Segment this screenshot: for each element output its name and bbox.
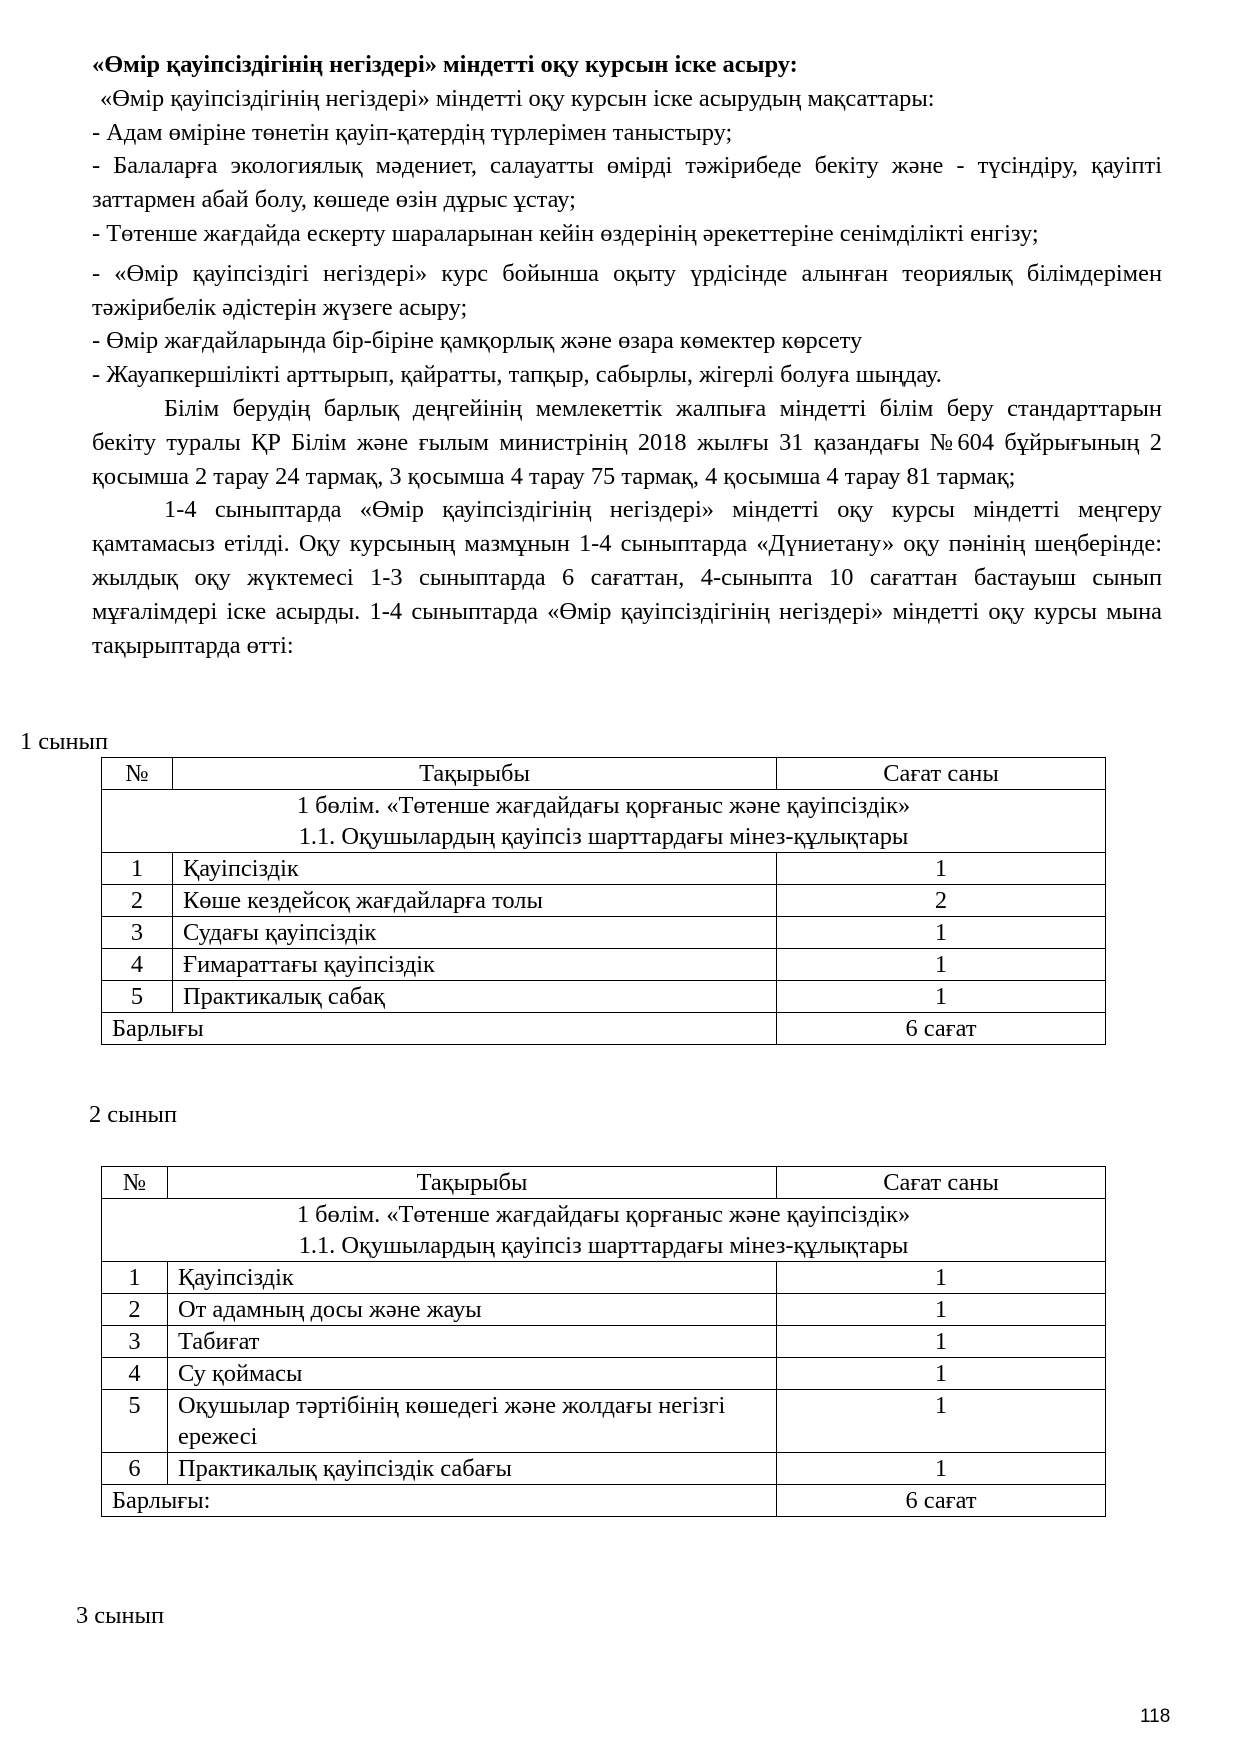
section-heading-line1: 1 бөлім. «Төтенше жағдайдағы қорғаныс және қауіпсіздік» <box>296 1201 911 1228</box>
row-number: 5 <box>102 1390 168 1453</box>
section-heading <box>102 790 1106 853</box>
row-number: 3 <box>102 1326 168 1358</box>
section-title: «Өмір қауіпсіздігінің негіздері» міндетті оқу курсын іске асыру: <box>92 51 798 78</box>
row-number: 2 <box>102 885 173 917</box>
section-heading <box>102 1199 1106 1262</box>
total-label: Барлығы: <box>102 1485 777 1517</box>
row-hours: 1 <box>777 1453 1106 1485</box>
table-row <box>102 1326 1106 1358</box>
header-hours: Сағат саны <box>777 758 1106 790</box>
row-hours: 1 <box>777 949 1106 981</box>
row-topic: Су қоймасы <box>168 1358 777 1390</box>
row-number: 6 <box>102 1453 168 1485</box>
row-hours: 1 <box>777 853 1106 885</box>
paragraph-goal-3: - Төтенше жағдайда ескерту шараларынан кейін өздерінің әрекеттеріне сенімділікті енгізу; <box>92 219 1039 247</box>
row-topic: От адамның досы және жауы <box>168 1294 777 1326</box>
row-topic: Оқушылар тәртібінің көшедегі және жолдағы негізгі ережесі <box>168 1390 777 1453</box>
row-topic: Практикалық сабақ <box>173 981 777 1013</box>
row-number: 4 <box>102 1358 168 1390</box>
section-heading-line2: 1.1. Оқушылардың қауіпсіз шарттардағы мінез-құлықтары <box>298 823 909 850</box>
table-row <box>102 1453 1106 1485</box>
header-number: № <box>102 758 173 790</box>
table-header-row <box>102 1167 1106 1199</box>
page-number: 118 <box>1140 1706 1171 1727</box>
total-row <box>102 1013 1106 1045</box>
row-topic: Судағы қауіпсіздік <box>173 917 777 949</box>
row-topic: Көше кездейсоқ жағдайларға толы <box>173 885 777 917</box>
row-hours: 1 <box>777 1358 1106 1390</box>
row-number: 4 <box>102 949 173 981</box>
table-row <box>102 1262 1106 1294</box>
table-row <box>102 1358 1106 1390</box>
paragraph-goal-1: - Адам өміріне төнетін қауіп-қатердің түрлерімен таныстыру; <box>92 118 733 146</box>
paragraph-goal-4: - «Өмір қауіпсіздігі негіздері» курс бойынша оқыту үрдісінде алынған теориялық білімдерімен тәжірибелік әдістерін жүзеге асыру; <box>92 259 1162 321</box>
table-row <box>102 1390 1106 1453</box>
paragraph-goal-5: - Өмір жағдайларында бір-біріне қамқорлық және өзара көмектер көрсету <box>92 327 863 355</box>
row-hours: 1 <box>777 1262 1106 1294</box>
table-row <box>102 1294 1106 1326</box>
body-text <box>92 48 1162 662</box>
header-hours: Сағат саны <box>777 1167 1106 1199</box>
section-row <box>102 1199 1106 1262</box>
table-row <box>102 981 1106 1013</box>
grade3-label: 3 сынып <box>76 1602 164 1629</box>
row-topic: Қауіпсіздік <box>173 853 777 885</box>
header-number: № <box>102 1167 168 1199</box>
table-row <box>102 917 1106 949</box>
row-number: 2 <box>102 1294 168 1326</box>
grade2-label: 2 сынып <box>89 1101 177 1128</box>
section-heading-line1: 1 бөлім. «Төтенше жағдайдағы қорғаныс және қауіпсіздік» <box>296 792 911 819</box>
table-row <box>102 949 1106 981</box>
row-hours: 1 <box>777 981 1106 1013</box>
paragraph-course: 1-4 сыныптарда «Өмір қауіпсіздігінің негіздері» міндетті оқу курсы міндетті меңгеру қамтамасыз етілді. Оқу курсының мазмұнын 1-4 сыныптарда «Дүниетану» оқу пәнінің шеңберінде: жылдық оқу жүктемесі 1-3 сыныптарда 6 сағаттан, 4-сыныпта 10 сағаттан бастауыш сынып мұғалімдері іске асырды. 1-4 сыныптарда «Өмір қауіпсіздігінің негіздері» міндетті оқу курсы мына тақырыптарда өтті: <box>92 496 1162 659</box>
row-hours: 1 <box>777 1326 1106 1358</box>
header-topic: Тақырыбы <box>168 1167 777 1199</box>
row-number: 3 <box>102 917 173 949</box>
row-number: 1 <box>102 853 173 885</box>
table-row <box>102 853 1106 885</box>
table-header-row <box>102 758 1106 790</box>
row-number: 5 <box>102 981 173 1013</box>
row-hours: 1 <box>777 1294 1106 1326</box>
total-label: Барлығы <box>102 1013 777 1045</box>
grade2-table <box>101 1166 1106 1517</box>
row-hours: 2 <box>777 885 1106 917</box>
total-value: 6 сағат <box>777 1485 1106 1517</box>
row-topic: Қауіпсіздік <box>168 1262 777 1294</box>
paragraph-standards: Білім берудің барлық деңгейінің мемлекеттік жалпыға міндетті білім беру стандарттарын бекіту туралы ҚР Білім және ғылым министрінің 2018 жылғы 31 қазандағы №604 бұйрығының 2 қосымша 2 тарау 24 тармақ, 3 қосымша 4 тарау 75 тармақ, 4 қосымша 4 тарау 81 тармақ; <box>92 394 1162 490</box>
section-row <box>102 790 1106 853</box>
section-heading-line2: 1.1. Оқушылардың қауіпсіз шарттардағы мінез-құлықтары <box>298 1232 909 1259</box>
row-topic: Практикалық қауіпсіздік сабағы <box>168 1453 777 1485</box>
total-value: 6 сағат <box>777 1013 1106 1045</box>
grade1-label: 1 сынып <box>20 728 108 755</box>
total-row <box>102 1485 1106 1517</box>
row-topic: Табиғат <box>168 1326 777 1358</box>
grade1-table <box>101 757 1106 1045</box>
header-topic: Тақырыбы <box>173 758 777 790</box>
paragraph-goal-6: - Жауапкершілікті арттырып, қайратты, тапқыр, сабырлы, жігерлі болуға шыңдау. <box>92 361 942 389</box>
table-row <box>102 885 1106 917</box>
row-topic: Ғимараттағы қауіпсіздік <box>173 949 777 981</box>
row-hours: 1 <box>777 917 1106 949</box>
paragraph-goals-intro: «Өмір қауіпсіздігінің негіздері» міндетті оқу курсын іске асырудың мақсаттары: <box>100 84 935 112</box>
row-hours: 1 <box>777 1390 1106 1453</box>
paragraph-goal-2: - Балаларға экологиялық мәдениет, салауатты өмірді тәжірибеде бекіту және - түсіндіру, қауіпті заттармен абай болу, көшеде өзін дұрыс ұстау; <box>92 152 1162 214</box>
row-number: 1 <box>102 1262 168 1294</box>
